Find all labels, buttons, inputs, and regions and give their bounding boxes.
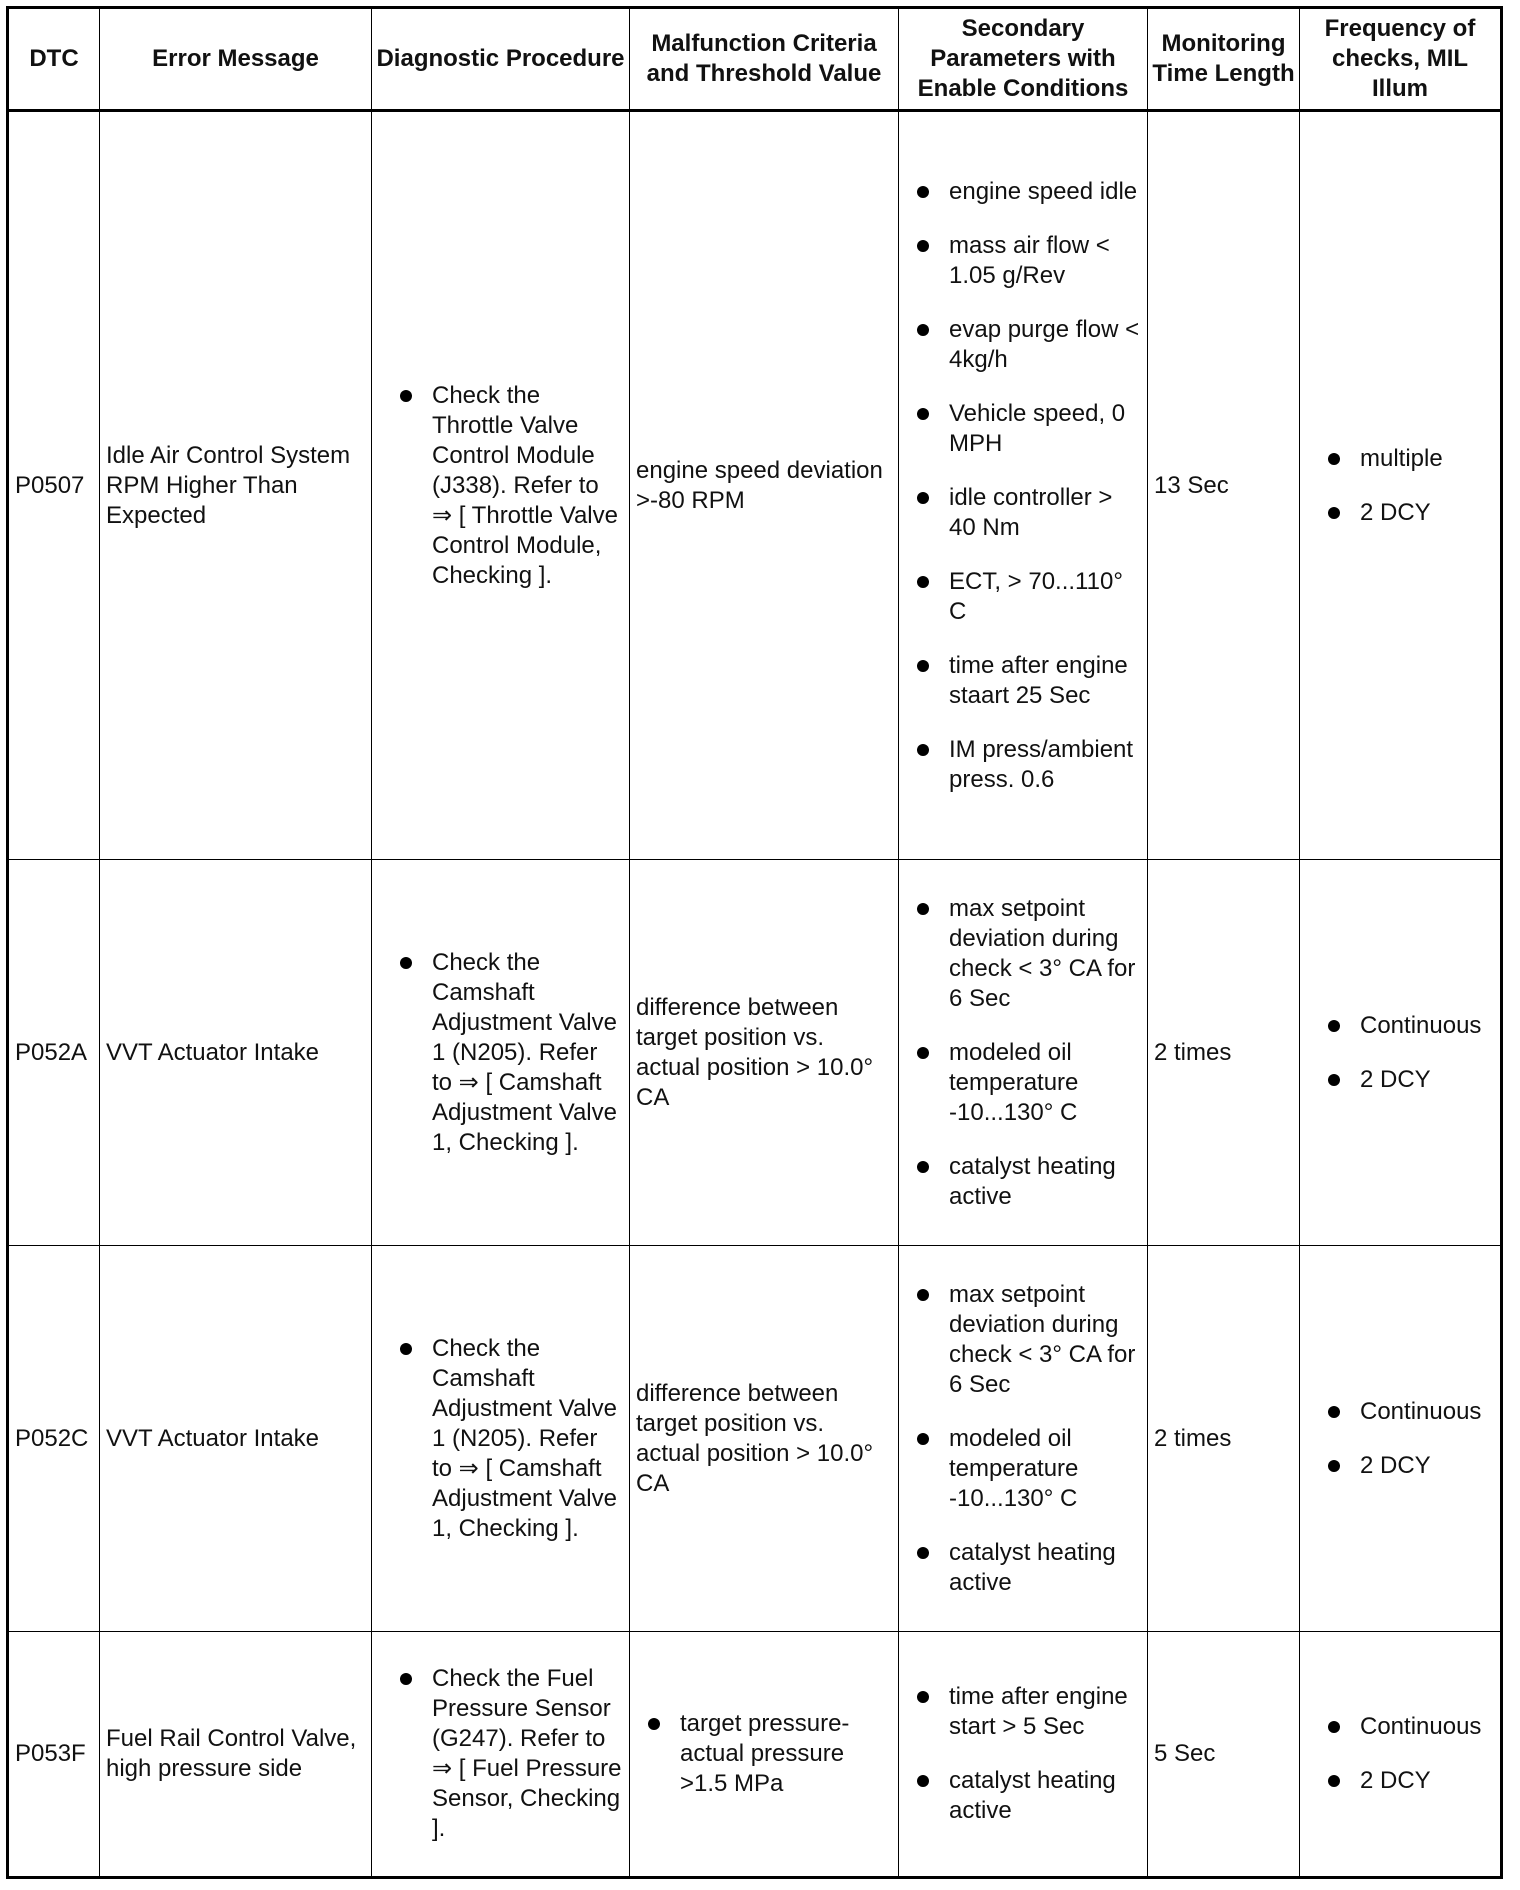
header-frequency: Frequency of checks, MIL Illum: [1300, 8, 1502, 111]
error-message: Idle Air Control System RPM Higher Than Expected: [100, 111, 372, 860]
list-item: target pressure-actual pressure >1.5 MPa: [636, 1709, 892, 1799]
list-item: max setpoint deviation during check < 3° CA for 6 Sec: [905, 1280, 1141, 1400]
dtc-code: P052A: [8, 860, 100, 1246]
list-item: Continuous: [1306, 1397, 1494, 1427]
header-diagnostic-procedure: Diagnostic Procedure: [372, 8, 630, 111]
list-item: Check the Camshaft Adjustment Valve 1 (N205). Refer to ⇒ [ Camshaft Adjustment Valve 1, Checking ].: [378, 948, 623, 1158]
table-row: [8, 860, 1502, 1246]
list-item: Check the Fuel Pressure Sensor (G247). Refer to ⇒ [ Fuel Pressure Sensor, Checking ].: [378, 1664, 623, 1844]
list-item: mass air flow < 1.05 g/Rev: [905, 231, 1141, 291]
dtc-code: P052C: [8, 1246, 100, 1632]
list-item: 2 DCY: [1306, 1766, 1494, 1796]
diagnostic-procedure: [372, 860, 630, 1246]
secondary-parameters: [899, 1246, 1148, 1632]
list-item: multiple: [1306, 444, 1494, 474]
list-item: 2 DCY: [1306, 1065, 1494, 1095]
error-message: Fuel Rail Control Valve, high pressure side: [100, 1632, 372, 1878]
secondary-parameters: [899, 860, 1148, 1246]
frequency: [1300, 1246, 1502, 1632]
diagnostic-procedure: [372, 1632, 630, 1878]
header-secondary-parameters: Secondary Parameters with Enable Conditions: [899, 8, 1148, 111]
error-message: VVT Actuator Intake: [100, 860, 372, 1246]
secondary-parameters: [899, 111, 1148, 860]
list-item: catalyst heating active: [905, 1538, 1141, 1598]
frequency: [1300, 860, 1502, 1246]
list-item: modeled oil temperature -10...130° C: [905, 1424, 1141, 1514]
table-row: [8, 1246, 1502, 1632]
list-item: time after engine start > 5 Sec: [905, 1682, 1141, 1742]
list-item: Vehicle speed, 0 MPH: [905, 399, 1141, 459]
list-item: Continuous: [1306, 1712, 1494, 1742]
malfunction-criteria: difference between target position vs. actual position > 10.0° CA: [630, 1246, 899, 1632]
header-monitoring-time: Monitoring Time Length: [1148, 8, 1300, 111]
dtc-code: P0507: [8, 111, 100, 860]
malfunction-criteria: [630, 1632, 899, 1878]
list-item: catalyst heating active: [905, 1152, 1141, 1212]
table-header-row: [8, 8, 1502, 111]
error-message: VVT Actuator Intake: [100, 1246, 372, 1632]
list-item: 2 DCY: [1306, 1451, 1494, 1481]
list-item: evap purge flow < 4kg/h: [905, 315, 1141, 375]
dtc-table: [6, 6, 1503, 1879]
header-error-message: Error Message: [100, 8, 372, 111]
table-row: [8, 111, 1502, 860]
list-item: ECT, > 70...110° C: [905, 567, 1141, 627]
list-item: time after engine staart 25 Sec: [905, 651, 1141, 711]
list-item: Check the Camshaft Adjustment Valve 1 (N205). Refer to ⇒ [ Camshaft Adjustment Valve 1, Checking ].: [378, 1334, 623, 1544]
header-malfunction-criteria: Malfunction Criteria and Threshold Value: [630, 8, 899, 111]
list-item: catalyst heating active: [905, 1766, 1141, 1826]
list-item: modeled oil temperature -10...130° C: [905, 1038, 1141, 1128]
header-dtc: DTC: [8, 8, 100, 111]
monitoring-time: 13 Sec: [1148, 111, 1300, 860]
list-item: max setpoint deviation during check < 3° CA for 6 Sec: [905, 894, 1141, 1014]
list-item: Continuous: [1306, 1011, 1494, 1041]
monitoring-time: 2 times: [1148, 1246, 1300, 1632]
list-item: Check the Throttle Valve Control Module (J338). Refer to ⇒ [ Throttle Valve Control Module, Checking ].: [378, 381, 623, 591]
malfunction-criteria: engine speed deviation >-80 RPM: [630, 111, 899, 860]
malfunction-criteria: difference between target position vs. actual position > 10.0° CA: [630, 860, 899, 1246]
list-item: engine speed idle: [905, 177, 1141, 207]
secondary-parameters: [899, 1632, 1148, 1878]
monitoring-time: 5 Sec: [1148, 1632, 1300, 1878]
diagnostic-procedure: [372, 1246, 630, 1632]
list-item: idle controller > 40 Nm: [905, 483, 1141, 543]
dtc-code: P053F: [8, 1632, 100, 1878]
list-item: IM press/ambient press. 0.6: [905, 735, 1141, 795]
table-row: [8, 1632, 1502, 1878]
frequency: [1300, 1632, 1502, 1878]
monitoring-time: 2 times: [1148, 860, 1300, 1246]
list-item: 2 DCY: [1306, 498, 1494, 528]
diagnostic-procedure: [372, 111, 630, 860]
frequency: [1300, 111, 1502, 860]
